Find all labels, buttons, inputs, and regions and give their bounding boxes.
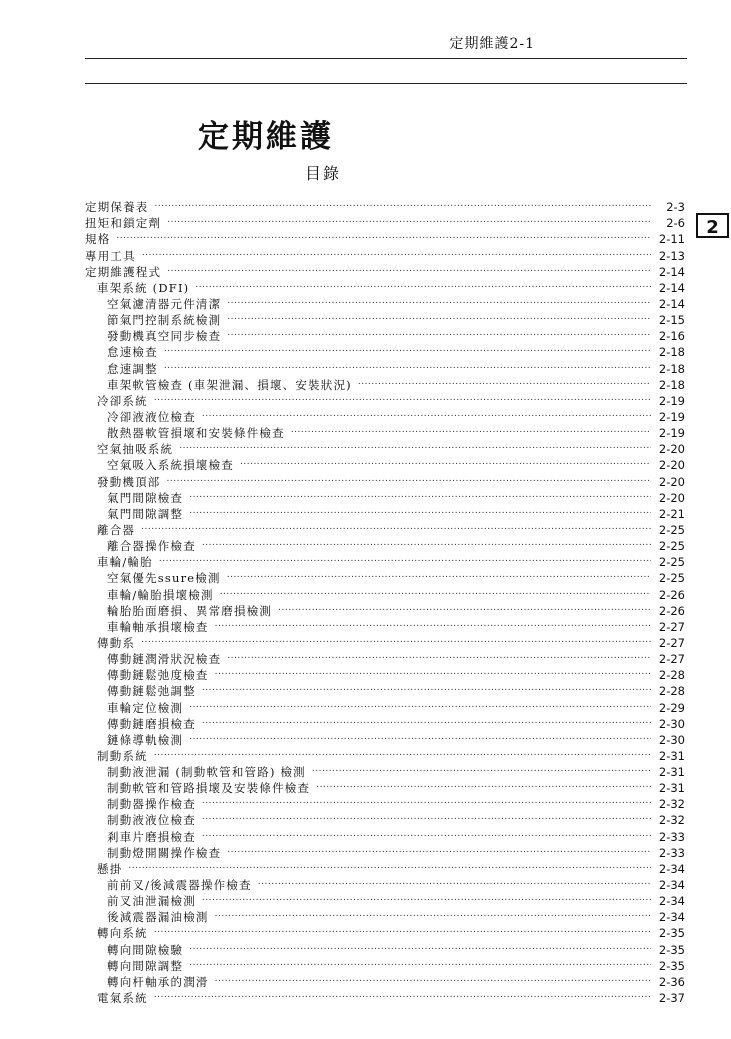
toc-leader-dots xyxy=(164,358,651,374)
toc-entry-page: 2-19 xyxy=(658,426,685,441)
toc-entry-page: 2-31 xyxy=(658,748,685,763)
toc-entry-page: 2-34 xyxy=(658,910,685,925)
toc-entry-label: 轉向間隙檢驗 xyxy=(107,942,184,957)
toc-entry-label: 制動系統 xyxy=(97,748,148,763)
toc-leader-dots xyxy=(215,906,651,922)
toc-leader-dots xyxy=(312,761,651,777)
toc-leader-dots xyxy=(215,664,651,680)
toc-leader-dots xyxy=(189,729,651,745)
toc-entry-page: 2-29 xyxy=(658,700,685,715)
toc-entry-page: 2-25 xyxy=(658,571,685,586)
toc-leader-dots xyxy=(128,858,651,874)
toc-entry-label: 制動軟管和管路損壞及安裝條件檢查 xyxy=(107,781,311,796)
toc-entry-label: 空氣優先ssure檢測 xyxy=(107,571,221,586)
toc-leader-dots xyxy=(167,471,652,487)
chapter-tab: 2 xyxy=(696,213,729,238)
toc-entry-label: 離合器 xyxy=(97,522,136,537)
toc-leader-dots xyxy=(215,616,651,632)
toc-entry-page: 2-34 xyxy=(658,861,685,876)
toc-entry-label: 轉向間隙調整 xyxy=(107,958,184,973)
toc-leader-dots xyxy=(141,632,651,648)
toc-entry-label: 散熱器軟管損壞和安裝條件檢查 xyxy=(107,426,285,441)
toc-entry-label: 氣門間隙調整 xyxy=(107,506,184,521)
toc-leader-dots xyxy=(240,454,651,470)
toc-entry-page: 2-11 xyxy=(658,232,685,247)
toc-entry-page: 2-18 xyxy=(658,361,685,376)
toc-entry-label: 前叉油泄漏檢測 xyxy=(107,894,196,909)
toc-entry-page: 2-21 xyxy=(658,506,685,521)
toc-entry-label: 發動機頂部 xyxy=(97,474,161,489)
toc-heading: 目錄 xyxy=(305,164,342,183)
toc-entry-label: 車輪/輪胎 xyxy=(97,555,153,570)
toc-entry-page: 2-27 xyxy=(658,652,685,667)
toc-entry-label: 制動液泄漏 (制動軟管和管路) 檢測 xyxy=(107,765,306,780)
toc-entry-page: 2-15 xyxy=(658,313,685,328)
toc-entry-page: 2-27 xyxy=(658,635,685,650)
toc-leader-dots xyxy=(116,228,651,244)
toc-entry-page: 2-26 xyxy=(658,603,685,618)
toc-leader-dots xyxy=(316,777,651,793)
toc-entry-label: 專用工具 xyxy=(85,248,136,263)
toc-entry-label: 節氣門控制系統檢測 xyxy=(107,313,222,328)
toc-leader-dots xyxy=(155,196,652,212)
toc-entry-page: 2-25 xyxy=(658,522,685,537)
toc-entry-label: 傳動鏈磨損檢查 xyxy=(107,716,196,731)
toc-entry-page: 2-33 xyxy=(658,829,685,844)
toc-entry-label: 剎車片磨損檢查 xyxy=(107,829,196,844)
toc-leader-dots xyxy=(189,697,651,713)
toc-leader-dots xyxy=(202,809,651,825)
toc-entry-label: 懸掛 xyxy=(97,861,123,876)
toc-entry-label: 空氣抽吸系統 xyxy=(97,442,174,457)
toc-entry-page: 2-20 xyxy=(658,458,685,473)
toc-entry-page: 2-20 xyxy=(658,474,685,489)
toc-entry-page: 2-32 xyxy=(658,813,685,828)
toc-entry-label: 前前叉/後減震器操作檢查 xyxy=(107,878,252,893)
header-rule-top xyxy=(85,58,687,59)
toc-entry-page: 2-34 xyxy=(658,894,685,909)
toc-entry-page: 2-30 xyxy=(658,716,685,731)
toc-entry-page: 2-25 xyxy=(658,539,685,554)
table-of-contents xyxy=(85,199,685,1006)
toc-leader-dots xyxy=(227,325,651,341)
toc-entry-label: 輪胎胎面磨損、異常磨損檢測 xyxy=(107,603,273,618)
toc-leader-dots xyxy=(220,584,651,600)
toc-entry-label: 轉向系統 xyxy=(97,926,148,941)
toc-entry-page: 2-3 xyxy=(666,200,685,215)
toc-entry-page: 2-18 xyxy=(658,377,685,392)
toc-entry-label: 空氣濾清器元件清潔 xyxy=(107,296,222,311)
toc-entry-page: 2-35 xyxy=(658,926,685,941)
toc-entry-label: 車輪軸承損壞檢查 xyxy=(107,619,209,634)
toc-entry-label: 離合器操作檢查 xyxy=(107,539,196,554)
toc-entry-label: 制動燈開關操作檢查 xyxy=(107,845,222,860)
toc-entry-label: 轉向杆軸承的潤滑 xyxy=(107,974,209,989)
toc-entry-label: 後減震器漏油檢測 xyxy=(107,910,209,925)
toc-leader-dots xyxy=(227,842,651,858)
toc-entry-label: 傳動鏈潤滑狀況檢查 xyxy=(107,652,222,667)
toc-leader-dots xyxy=(215,971,651,987)
toc-entry-page: 2-19 xyxy=(658,409,685,424)
toc-entry-page: 2-25 xyxy=(658,555,685,570)
toc-entry-label: 傳動鏈鬆弛度檢查 xyxy=(107,668,209,683)
toc-entry-label: 規格 xyxy=(85,232,111,247)
toc-leader-dots xyxy=(142,245,651,261)
toc-entry-label: 車輪定位檢測 xyxy=(107,700,184,715)
toc-leader-dots xyxy=(202,680,651,696)
toc-entry-page: 2-34 xyxy=(658,878,685,893)
toc-entry-page: 2-14 xyxy=(658,296,685,311)
toc-entry-page: 2-31 xyxy=(658,781,685,796)
toc-entry-page: 2-18 xyxy=(658,345,685,360)
toc-leader-dots xyxy=(189,955,651,971)
toc-leader-dots xyxy=(154,745,651,761)
toc-entry-label: 空氣吸入系統損壞檢查 xyxy=(107,458,234,473)
toc-leader-dots xyxy=(179,438,651,454)
toc-leader-dots xyxy=(154,987,651,1003)
toc-entry-page: 2-36 xyxy=(658,974,685,989)
toc-leader-dots xyxy=(227,293,651,309)
chapter-title: 定期維護 xyxy=(198,119,334,155)
toc-entry-label: 發動機真空同步檢查 xyxy=(107,329,222,344)
toc-entry-page: 2-31 xyxy=(658,765,685,780)
toc-entry-label: 制動器操作檢查 xyxy=(107,797,196,812)
toc-entry-label: 冷卻液液位檢查 xyxy=(107,409,196,424)
toc-entry-page: 2-35 xyxy=(658,958,685,973)
toc-leader-dots xyxy=(189,503,651,519)
toc-entry-label: 定期保養表 xyxy=(85,200,149,215)
toc-leader-dots xyxy=(189,487,651,503)
toc-leader-dots xyxy=(227,567,651,583)
toc-entry-page: 2-20 xyxy=(658,442,685,457)
toc-leader-dots xyxy=(291,422,651,438)
toc-entry-label: 車輪/輪胎損壞檢測 xyxy=(107,587,214,602)
toc-entry-page: 2-19 xyxy=(658,393,685,408)
toc-entry-label: 扭矩和鎖定劑 xyxy=(85,216,162,231)
running-head: 定期維護2-1 xyxy=(449,36,535,52)
toc-leader-dots xyxy=(202,406,651,422)
toc-entry-label: 傳動鏈鬆弛調整 xyxy=(107,684,196,699)
toc-leader-dots xyxy=(154,922,651,938)
toc-entry-label: 定期維護程式 xyxy=(85,264,162,279)
toc-entry-page: 2-26 xyxy=(658,587,685,602)
toc-leader-dots xyxy=(202,793,651,809)
toc-entry-page: 2-28 xyxy=(658,668,685,683)
toc-leader-dots xyxy=(227,648,651,664)
toc-entry-label: 怠速調整 xyxy=(107,361,158,376)
toc-leader-dots xyxy=(202,535,651,551)
toc-entry-label: 傳動系 xyxy=(97,635,136,650)
toc-entry-label: 制動液液位檢查 xyxy=(107,813,196,828)
toc-entry-label: 冷卻系統 xyxy=(97,393,148,408)
toc-entry-page: 2-16 xyxy=(658,329,685,344)
toc-leader-dots xyxy=(202,826,651,842)
toc-leader-dots xyxy=(202,890,651,906)
toc-leader-dots xyxy=(258,874,651,890)
toc-leader-dots xyxy=(159,551,651,567)
header-rule-bottom xyxy=(85,83,687,84)
toc-entry[interactable] xyxy=(85,990,685,1006)
toc-entry-label: 車架系統 (DFI) xyxy=(97,280,190,295)
toc-entry-page: 2-37 xyxy=(658,991,685,1006)
toc-leader-dots xyxy=(227,309,651,325)
toc-entry-page: 2-27 xyxy=(658,619,685,634)
toc-entry-label: 怠速檢查 xyxy=(107,345,158,360)
toc-leader-dots xyxy=(141,519,651,535)
toc-entry-page: 2-33 xyxy=(658,845,685,860)
toc-leader-dots xyxy=(154,390,651,406)
toc-leader-dots xyxy=(189,939,651,955)
toc-entry-page: 2-14 xyxy=(658,264,685,279)
toc-leader-dots xyxy=(164,341,651,357)
toc-entry-label: 車架軟管檢查 (車架泄漏、損壞、安裝狀況) xyxy=(107,377,352,392)
toc-entry-page: 2-28 xyxy=(658,684,685,699)
toc-entry-page: 2-35 xyxy=(658,942,685,957)
toc-entry-page: 2-6 xyxy=(666,216,685,231)
toc-leader-dots xyxy=(195,277,651,293)
toc-entry-page: 2-13 xyxy=(658,248,685,263)
toc-entry-page: 2-30 xyxy=(658,732,685,747)
toc-leader-dots xyxy=(167,261,651,277)
toc-leader-dots xyxy=(167,212,651,228)
toc-entry-page: 2-20 xyxy=(658,490,685,505)
toc-leader-dots xyxy=(358,374,651,390)
toc-leader-dots xyxy=(202,713,651,729)
toc-entry-page: 2-32 xyxy=(658,797,685,812)
toc-entry-label: 氣門間隙檢查 xyxy=(107,490,184,505)
toc-entry-page: 2-14 xyxy=(658,280,685,295)
toc-entry-label: 電氣系統 xyxy=(97,991,148,1006)
toc-entry-label: 鏈條導軌檢測 xyxy=(107,732,184,747)
toc-leader-dots xyxy=(278,600,651,616)
